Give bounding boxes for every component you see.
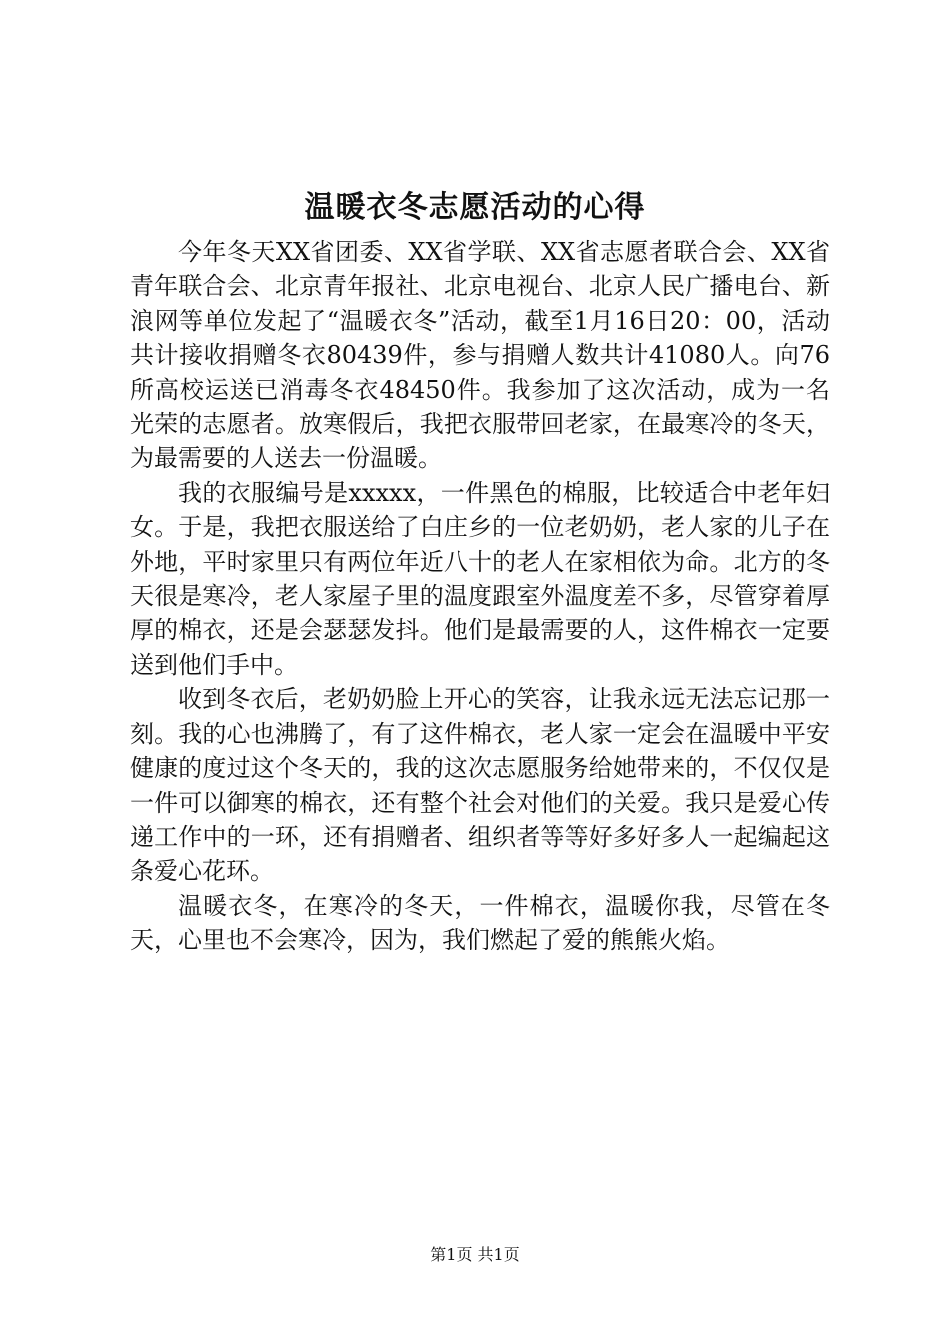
paragraph-1: 今年冬天XX省团委、XX省学联、XX省志愿者联合会、XX省青年联合会、北京青年报社、北京电视台、北京人民广播电台、新浪网等单位发起了“温暖衣冬”活动，截至1月16日20：00，活动共计接收捐赠冬衣80439件，参与捐赠人数共计41080人。向76所高校运送已消毒冬衣48450件。我参加了这次活动，成为一名光荣的志愿者。放寒假后，我把衣服带回老家，在最寒冷的冬天，为最需要的人送去一份温暖。 [130,238,830,473]
paragraph-2: 我的衣服编号是xxxxx，一件黑色的棉服，比较适合中老年妇女。于是，我把衣服送给了白庄乡的一位老奶奶，老人家的儿子在外地，平时家里只有两位年近八十的老人在家相依为命。北方的冬天很是寒冷，老人家屋子里的温度跟室外温度差不多，尽管穿着厚厚的棉衣，还是会瑟瑟发抖。他们是最需要的人，这件棉衣一定要送到他们手中。 [130,478,830,679]
document-body [130,235,830,958]
document-title: 温暖衣冬志愿活动的心得 [304,190,646,225]
paragraph-3: 收到冬衣后，老奶奶脸上开心的笑容，让我永远无法忘记那一刻。我的心也沸腾了，有了这件棉衣，老人家一定会在温暖中平安健康的度过这个冬天的，我的这次志愿服务给她带来的，不仅仅是一件可以御寒的棉衣，还有整个社会对他们的关爱。我只是爱心传递工作中的一环，还有捐赠者、组织者等等好多好多人一起编起这条爱心花环。 [130,685,830,886]
page-footer: 第1页 共1页 [430,1245,520,1264]
paragraph-4: 温暖衣冬，在寒冷的冬天，一件棉衣，温暖你我，尽管在冬天，心里也不会寒冷，因为，我们燃起了爱的熊熊火焰。 [130,891,830,955]
